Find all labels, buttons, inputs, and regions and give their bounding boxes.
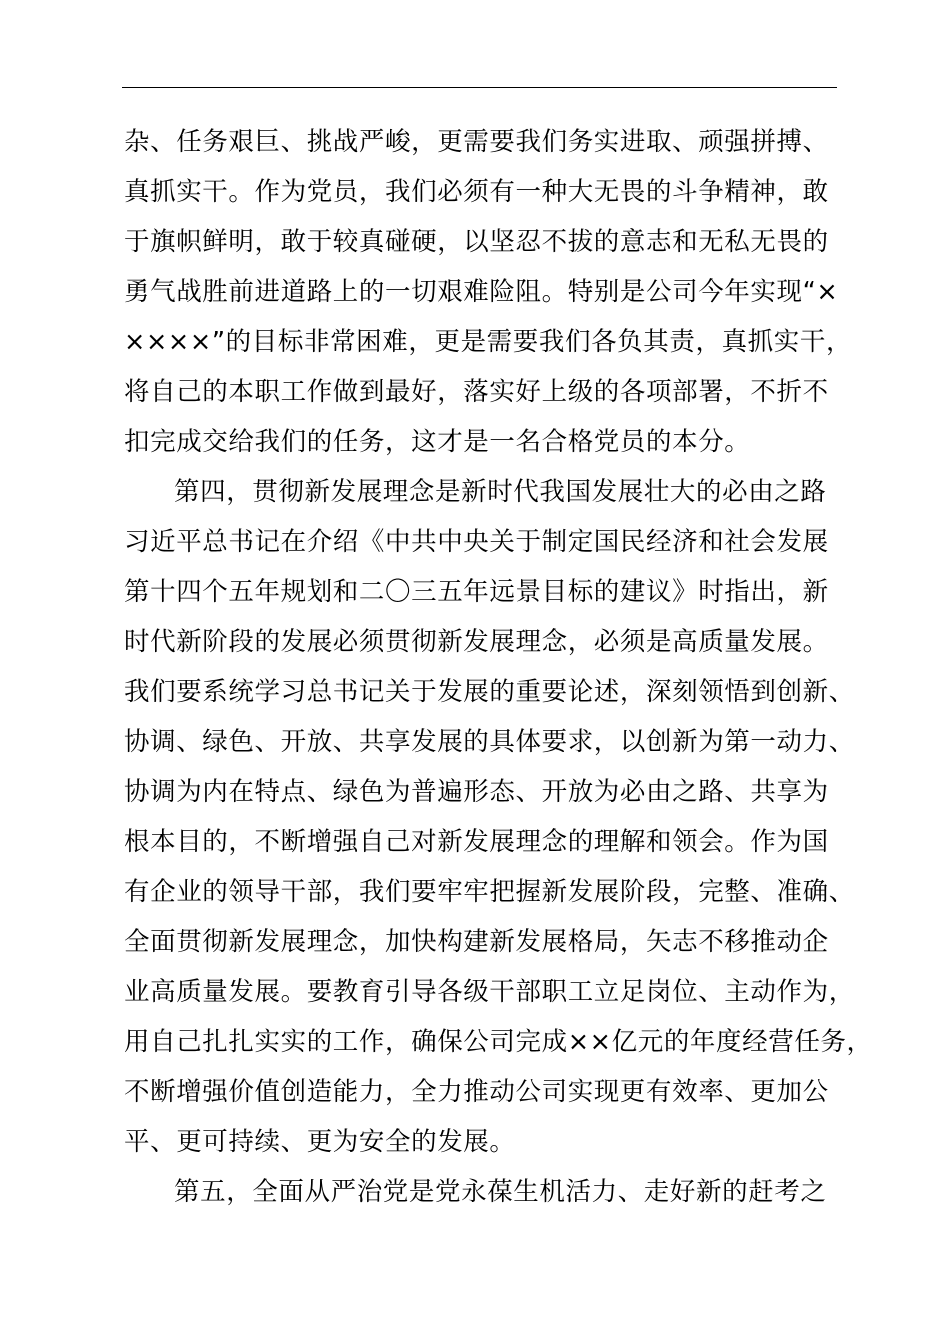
text-line: 第十四个五年规划和二〇三五年远景目标的建议》时指出，新: [124, 577, 829, 607]
text-line: 协调、绿色、开放、共享发展的具体要求，以创新为第一动力、: [124, 727, 855, 757]
text-line: 习近平总书记在介绍《中共中央关于制定国民经济和社会发展: [124, 527, 829, 557]
body-text: [124, 126, 873, 1226]
header-rule: [122, 87, 837, 88]
text-line: 真抓实干。作为党员，我们必须有一种大无畏的斗争精神，敢: [124, 177, 829, 207]
text-line: 于旗帜鲜明，敢于较真碰硬，以坚忍不拔的意志和无私无畏的: [124, 227, 829, 257]
text-line: 用自己扎扎实实的工作，确保公司完成××亿元的年度经营任务，: [124, 1027, 873, 1057]
text-line: 业高质量发展。要教育引导各级干部职工立足岗位、主动作为，: [124, 977, 855, 1007]
text-line: 协调为内在特点、绿色为普遍形态、开放为必由之路、共享为: [124, 777, 829, 807]
text-line: 我们要系统学习总书记关于发展的重要论述，深刻领悟到创新、: [124, 677, 855, 707]
text-line: 扣完成交给我们的任务，这才是一名合格党员的本分。: [124, 427, 751, 457]
text-line: 根本目的，不断增强自己对新发展理念的理解和领会。作为国: [124, 827, 829, 857]
text-line: ××××”的目标非常困难，更是需要我们各负其责，真抓实干，: [124, 327, 853, 357]
text-line: 杂、任务艰巨、挑战严峻，更需要我们务实进取、顽强拼搏、: [124, 127, 829, 157]
text-line: 有企业的领导干部，我们要牢牢把握新发展阶段，完整、准确、: [124, 877, 855, 907]
paragraph-heading-four: 第四，贯彻新发展理念是新时代我国发展壮大的必由之路: [174, 477, 827, 507]
text-line: 不断增强价值创造能力，全力推动公司实现更有效率、更加公: [124, 1077, 829, 1107]
text-line: 全面贯彻新发展理念，加快构建新发展格局，矢志不移推动企: [124, 927, 829, 957]
text-line: 将自己的本职工作做到最好，落实好上级的各项部署，不折不: [124, 377, 829, 407]
text-line: 时代新阶段的发展必须贯彻新发展理念，必须是高质量发展。: [124, 627, 829, 657]
text-line: 勇气战胜前进道路上的一切艰难险阻。特别是公司今年实现“×: [124, 277, 839, 307]
paragraph-heading-five: 第五，全面从严治党是党永葆生机活力、走好新的赶考之: [174, 1177, 827, 1207]
text-line: 平、更可持续、更为安全的发展。: [124, 1127, 516, 1157]
